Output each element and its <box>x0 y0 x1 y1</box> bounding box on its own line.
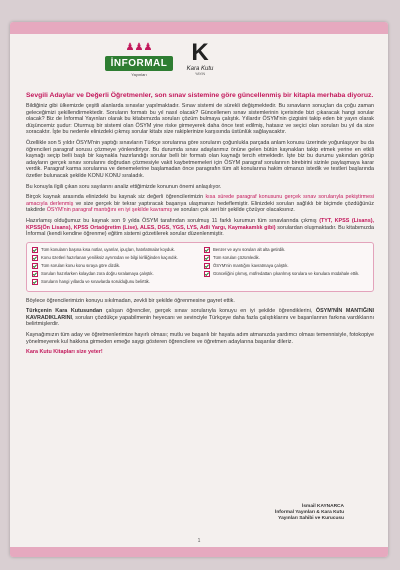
checklist-item <box>32 247 196 254</box>
features-checklist-box <box>26 242 374 292</box>
p4-part-c: ve soruları çok seri bir şekilde çözüyor olacaksınız. <box>172 207 295 214</box>
paragraph-2: Özellikle son 5 yıldır ÖSYM'nin yaptığı sınavların Türkçe sorularına göre soruların çoğunlukla parçada anlam konusu üzerinde yoğunlaşıyor bu da öğrencileri paragraf sorusu çözmeye yönlendiriyor. Bu durumda sınav adaylarımız önüne gelen bütün kaynakları takip etmek yerine en etkili kaynağı seçip belli başlı bir kaynakla hazırlandığı sorular belli bir formatı olan kaynağı tercih etmektedir. İşte biz bu durumu yakından görüp adayların gerçek sınav sorularını doğrudan çözmesiyle vakit kaybetmemeleri için ÖSYM paragraf sorularının birebirini sizinle paylaşmaya karar verdik. Paragraf karma sorularına ve denemelerine başlamadan önce paragrafın tüm alt konularına hakim olmanızı istedik ve testleri başlarında özetler bulunacak şekilde KONU KONU sıraladık. <box>26 139 374 179</box>
k-letter: K <box>191 39 209 66</box>
slogan: Kara Kutu Kitapları size yeter! <box>26 349 103 356</box>
paragraph-6: Böylece öğrencilerimizin konuyu sıkılmadan, zevkli bir şekilde öğrenmesine gayret ettik. <box>26 297 235 304</box>
kara-kutu-logo <box>180 40 220 86</box>
kara-kutu-name: Kara Kutu <box>186 66 214 72</box>
preface-content <box>26 92 374 356</box>
p4-highlight-2: ÖSYM'nin paragraf mantığını en iyi şekilde kavramış <box>46 207 173 214</box>
checklist-item <box>32 255 196 262</box>
p7-part-a: Türkçenin Kara Kutusundan <box>26 308 103 315</box>
preface-heading: Sevgili Adaylar ve Değerli Öğretmenler, son sınav sistemine göre güncellenmiş bir kitapla merhaba diyoruz. <box>26 92 374 99</box>
page-number: 1 <box>197 538 201 544</box>
checklist-item <box>32 271 196 278</box>
p4-highlight-1: kısa sürede paragraf konusunu gerçek sınav sorularıyla pekiştirmesi amacıyla derlenmiş <box>26 194 375 207</box>
checklist-item <box>204 263 368 270</box>
informal-logo <box>105 42 173 86</box>
checklist-item-text: Konu özetleri hazırlanan yeniliksiz ayrıntıdan ve bilgi kirliliğinden kaçındık. <box>41 254 178 260</box>
p5-part-a: Hazırlamış olduğumuz bu kaynak son 9 yılda ÖSYM tarafından sorulmuş 11 farklı kurumun tüm sınavlarında çıkmış <box>26 217 320 224</box>
p5-part-b: sorulardan oluşmaktadır. Bu kitabımızda İnformal (kendi kendine öğrenme) eğitim sistemi gözetilerek sorular düzenlenmiştir. <box>26 224 374 238</box>
signature-line-2: İnformal Yayınları & Kara Kutu <box>275 510 344 516</box>
checkbox-icon <box>32 279 38 285</box>
checklist-item-text: Soruların hangi yıllarda ve sınavlarda sorulduğunu belirttik. <box>41 278 150 284</box>
signature-block <box>275 504 344 523</box>
p4-part-b: ve size gerçek bir tekrar yaptıracak başarıya ulaşmanızı hedeflemiştir. Elinizdeki soruları sağlıklı bir biçimde çözdüğünüz takdirde <box>26 200 375 214</box>
checklist-item-text: Tüm soruları çözümledik. <box>213 254 260 260</box>
signature-name: İsmail KAYNARCA <box>302 504 344 509</box>
p4-part-a: Birçok kaynak arasında elinizdeki bu kaynak siz değerli öğrencilerimizin <box>26 194 206 201</box>
checkbox-icon <box>32 263 38 269</box>
checklist-item-text: Tüm konuların başına kısa notlar, uyarılar, ipuçları, hatırlatmalar koyduk. <box>41 246 175 252</box>
checkbox-icon <box>204 255 210 261</box>
informal-logo-word: İNFORMAL <box>105 56 173 71</box>
checklist-right-column <box>204 247 368 287</box>
checkbox-icon <box>204 263 210 269</box>
top-decorative-band <box>10 22 388 34</box>
checklist-item <box>204 255 368 262</box>
checklist-item <box>204 247 368 254</box>
paragraph-7 <box>26 308 374 328</box>
checklist-item-text: Günceliğini çıkmış, müfredattan çıkarılmış sorulara ve konulara müdahale ettik. <box>213 270 360 276</box>
paragraph-3: Bu konuyla ilgili çıkan soru sayılarını analiz ettiğimizde konunun önemi anlaşılıyor. <box>26 183 222 190</box>
informal-logo-sub: Yayınları <box>131 72 147 77</box>
kara-kutu-sub: YAYIN <box>195 72 205 76</box>
people-icon: ♟♟♟ <box>125 42 153 53</box>
checkbox-icon <box>204 247 210 253</box>
checkbox-icon <box>32 255 38 261</box>
signature-line-3: Yayınları Sahibi ve Kurucusu <box>278 516 344 522</box>
checklist-left-column <box>32 247 196 287</box>
checklist-item-text: Benzer ve aynı soruları alt alta getirdik. <box>213 246 286 252</box>
p7-part-d: , soruları çözdükçe yapabilmenin heyecanı ve sevinciyle Türkçeye daha fazla çalıştıklarını ve başarılarının farkına vardıklarını belirtmişlerdir. <box>26 314 374 328</box>
checklist-item-text: Soruları hazırlarken kolaydan zora doğru sıralamaya çalıştık. <box>41 270 154 276</box>
checkbox-icon <box>204 271 210 277</box>
p5-highlight: (TYT, KPSS (Lisans), KPSS(Ön Lisans), KPSS Ortaöğretim (Lise), ALES, DGS, YGS, LYS, Adli Yargı, Kaymakamlık gibi) <box>26 217 374 231</box>
checklist-item-text: ÖSYM'nin mantığını kavratmaya çalıştık. <box>213 262 289 268</box>
paragraph-4 <box>26 194 374 214</box>
checklist-item <box>32 263 196 270</box>
checkbox-icon <box>32 247 38 253</box>
p7-part-b: çalışan öğrenciler, gerçek sınav sorularıyla konuyu en iyi şekilde öğrendiklerini, <box>102 308 316 315</box>
checklist-item <box>204 271 368 278</box>
checklist-item-text: Tüm soruları konu konu sıraya göre dizdik. <box>41 262 121 268</box>
paragraph-1: Bildiğiniz gibi ülkemizde çeşitli alanlarda sınavlar yapılmaktadır. Sınav sistemi de sürekli değişmektedir. Bu sınavların sonuçları da çoğu zaman geleceğimizi şekillendirmektedir. Soruların formatı bu yıl nasıl olacak? Güncellenen sınav sistemlerinin içerisinde bizi çıkaracak hangi sorular olacak? Biz de İnformal Yayınları olarak bu kitabımızda soruları çözüm bulmaya çalıştık. Yıllardır ÖSYM'nin çizgisini takip eden bir yayın olarak düşüncemiz şudur: Oturmuş bir sistemi olan ÖSYM yine riske girmeyerek daha önce test edilmiş, hatasız ve seçici olan soruları bu yıl da size soracaktır. İşte bu nedenle elinizdeki çıkmış sorular kitabı size rakiplerinize karşısında üstünlük sağlayacaktır. <box>26 103 374 136</box>
document-page <box>10 22 388 557</box>
checkbox-icon <box>32 271 38 277</box>
paragraph-8: Kaynağımızın tüm aday ve öğretmenlerimize hayırlı olması; mutlu ve başarılı bir hayata adım atmanızda yardımcı olması temennisiyle, fotokopiye yönelmeyerek kul hakkına girmeden emeğe saygı gösteren öğrencilere ve öğretmen adaylarına başarılar dileriz. <box>26 332 374 345</box>
checklist-item <box>32 279 196 286</box>
bottom-decorative-band <box>10 547 388 557</box>
p7-part-c: ÖSYM'NİN MANTIĞINI KAVRADIKLARINI <box>26 308 374 321</box>
paragraph-5 <box>26 218 374 238</box>
